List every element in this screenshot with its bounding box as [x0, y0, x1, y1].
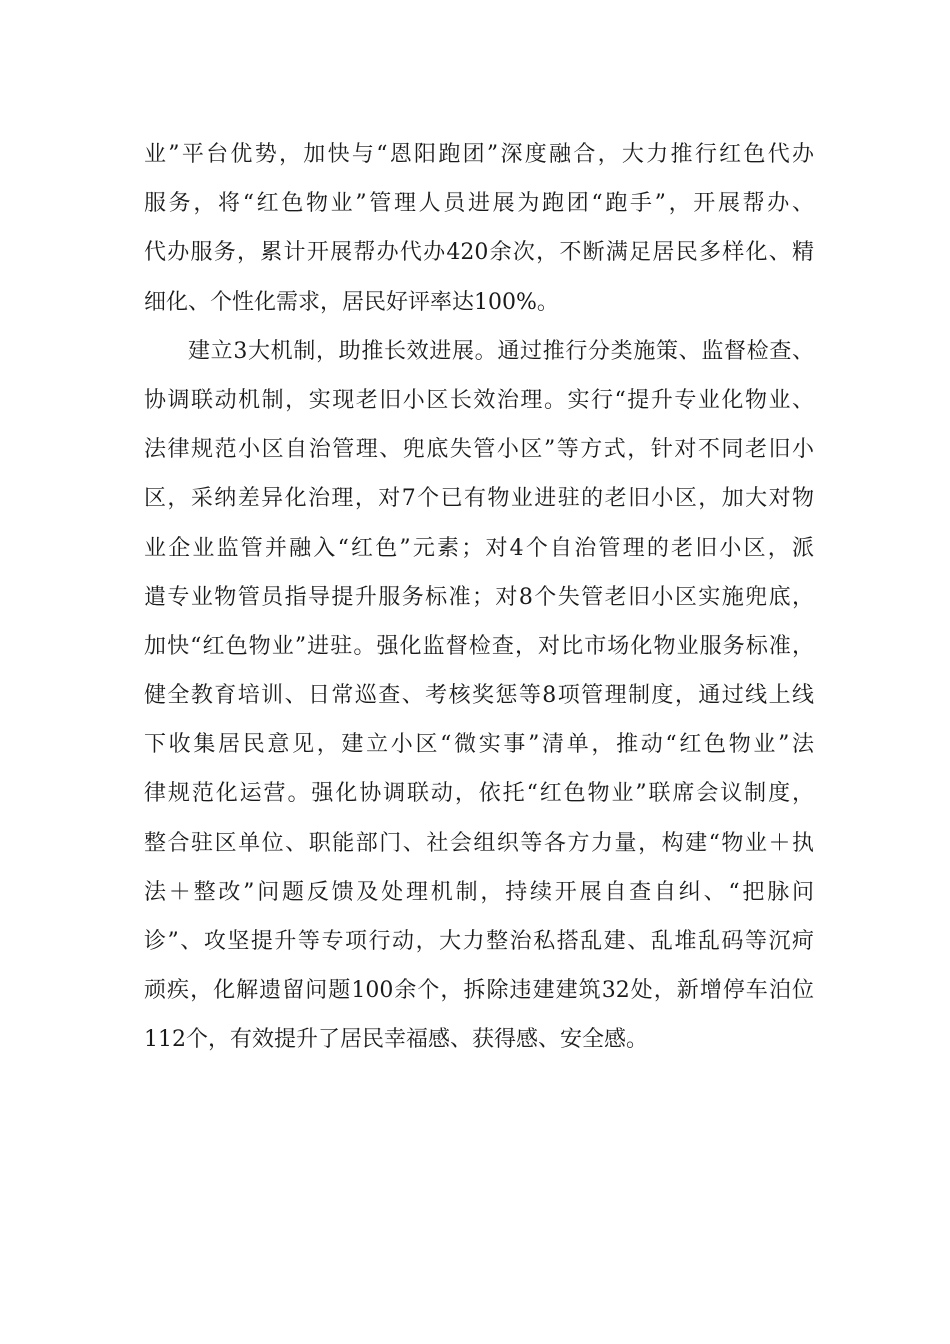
paragraph-2	[144, 327, 814, 1065]
text-line: 协调联动机制，实现老旧小区长效治理。实行“提升专业化物业、	[144, 387, 814, 413]
text-line: 业”平台优势，加快与“恩阳跑团”深度融合，大力推行红色代办	[144, 142, 814, 167]
text-line: 诊”、攻坚提升等专项行动，大力整治私搭乱建、乱堆乱码等沉疴	[144, 929, 814, 954]
text-line: 法律规范小区自治管理、兜底失管小区”等方式，针对不同老旧小	[144, 437, 814, 463]
text-line: 法＋整改”问题反馈及处理机制，持续开展自查自纠、“把脉问	[144, 879, 814, 905]
paragraph-1	[144, 130, 814, 327]
text-line: 业企业监管并融入“红色”元素；对4个自治管理的老旧小区，派	[144, 535, 814, 561]
text-line: 服务，将“红色物业”管理人员进展为跑团“跑手”，开展帮办、	[144, 191, 814, 217]
text-line: 代办服务，累计开展帮办代办420余次，不断满足居民多样化、精	[144, 240, 814, 266]
text-line: 健全教育培训、日常巡查、考核奖惩等8项管理制度，通过线上线	[144, 683, 814, 709]
text-line: 整合驻区单位、职能部门、社会组织等各方力量，构建“物业＋执	[144, 830, 814, 856]
text-line: 律规范化运营。强化协调联动，依托“红色物业”联席会议制度，	[144, 781, 814, 807]
text-line: 112个，有效提升了居民幸福感、获得感、安全感。	[144, 1027, 648, 1053]
text-line: 加快“红色物业”进驻。强化监督检查，对比市场化物业服务标准，	[144, 633, 814, 659]
text-line: 建立3大机制，助推长效进展。通过推行分类施策、监督检查、	[188, 338, 814, 364]
text-line: 顽疾，化解遗留问题100余个，拆除违建建筑32处，新增停车泊位	[144, 978, 814, 1004]
text-line: 遣专业物管员指导提升服务标准；对8个失管老旧小区实施兜底，	[144, 584, 814, 610]
text-line: 区，采纳差异化治理，对7个已有物业进驻的老旧小区，加大对物	[144, 486, 814, 512]
text-line: 细化、个性化需求，居民好评率达100%。	[144, 289, 559, 315]
document-body	[144, 130, 814, 1065]
text-line: 下收集居民意见，建立小区“微实事”清单，推动“红色物业”法	[144, 732, 814, 758]
